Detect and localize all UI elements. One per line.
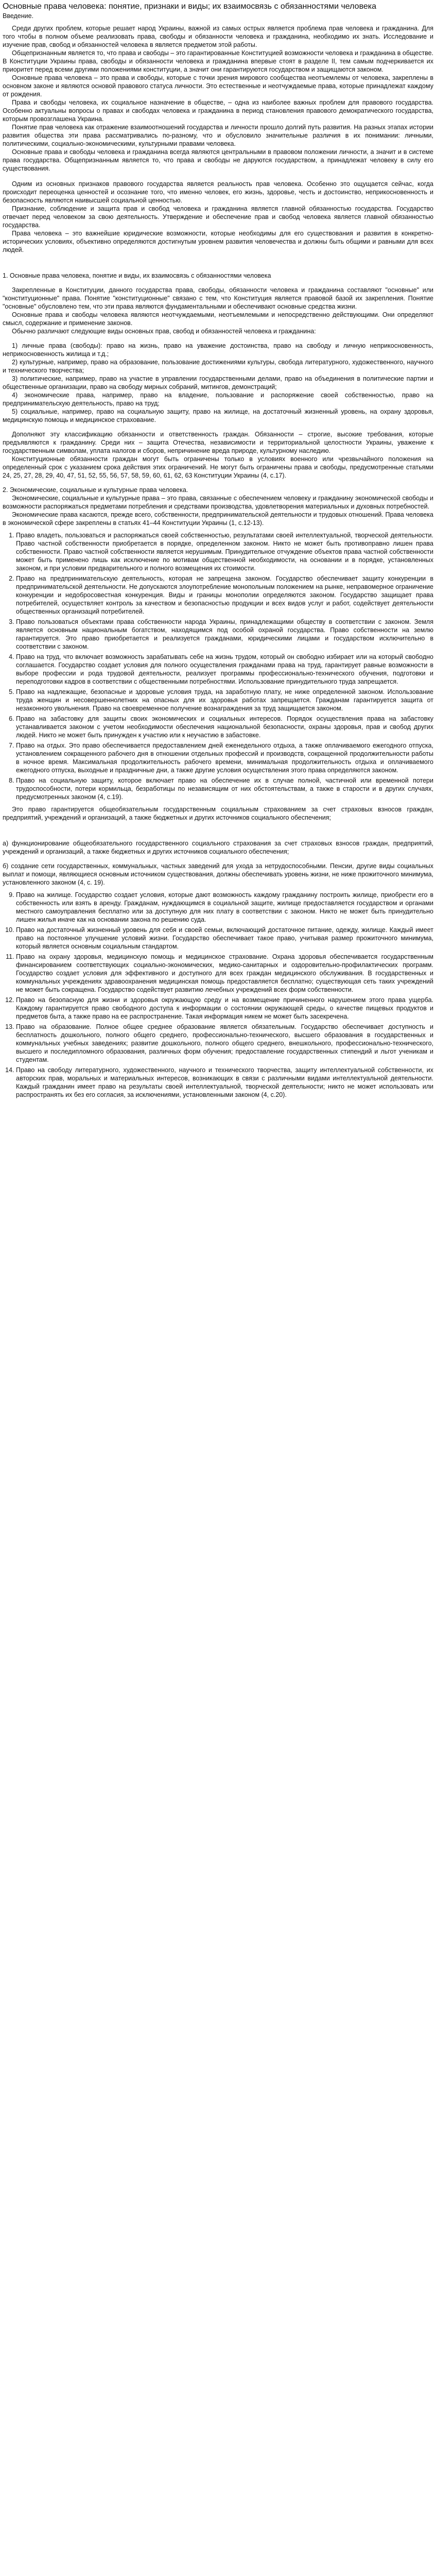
document-subtitle: Введение. <box>3 12 34 20</box>
section-heading: 1. Основные права человека, понятие и виды, их взаимосвязь с обязанностями человека <box>3 272 271 280</box>
social-section <box>3 805 433 887</box>
intro-paragraph: Права и свободы человека, их социальное назначение в обществе, – одна из наиболее важных проблем для правового государства. Особенно актуальны вопросы о правах и свободах человека и гражданина в период становления правового демократического государства, которым провозглашена Украина. <box>3 99 433 123</box>
rights-list-item: 8. Право на социальную защиту, которое включает право на обеспечение их в случае полной, частичной или временной потери трудоспособности, потери кормильца, безработицы по независящим от них обстоятельствам, а также в старости и в других случаях, предусмотренных законом (4, с.19). <box>16 776 433 801</box>
rights-list-item: 5. Право на надлежащие, безопасные и здоровые условия труда, на заработную плату, не ниже определенной законом. Использование труда женщин и несовершеннолетних на опасных для их здоровья работах запрещается. Гражданам гарантируется защита от незаконного увольнения. Право на своевременное получение вознаграждения за труд защищается законом. <box>16 688 433 713</box>
intro-paragraph: Права человека – это важнейшие юридические возможности, которые необходимы для его существования и развития в конкретно-исторических условиях, объективно определяются достигнутым уровнем развития человечества и должны быть общими и равными для всех людей. <box>3 230 433 254</box>
section-paragraph: Закрепленные в Конституции, данного государства права, свободы, обязанности человека и гражданина составляют "основные" или "конституционные" права. Понятие "конституционные" связано с тем, что Конституция является правовой базой их закрепления. Понятие "основные" обусловлено тем, что эти права являются фундаментальными и обеспечивают основные средства жизни. <box>3 286 433 311</box>
document-title: Основные права человека: понятие, признаки и виды; их взаимосвязь с обязанностями человека <box>3 2 377 11</box>
social-item: б) создание сети государственных, коммунальных, частных заведений для ухода за нетрудоспособными. Пенсии, другие виды социальных выплат и помощи, являющиеся основным источником существования, должны обеспечивать уровень жизни, не ниже прожиточного минимума, установленного законом (4, с. 19). <box>3 862 433 887</box>
rights-list-item: 14. Право на свободу литературного, художественного, научного и технического творчества, защиту интеллектуальной собственности, их авторских прав, моральных и материальных интересов, возникающих в связи с различными видами интеллектуальной деятельности. Каждый гражданин имеет право на результаты своей интеллектуальной, творческой деятельности; никто не может использовать или распространять их без его согласия, за исключениями, установленными законом (4, с.20). <box>16 1066 433 1099</box>
intro-paragraph: Понятие прав человека как отражение взаимоотношений государства и личности прошло долгий путь развития. На разных этапах истории развития общества эти права рассматривались по-разному, что и обусловило значительные различия в их понимании: личными, политическими, социально-экономическими, культурными правами человека. <box>3 124 433 148</box>
document-page <box>0 0 436 1113</box>
section-1 <box>3 272 433 527</box>
section-paragraph: Экономические права касаются, прежде всего, собственности, предпринимательской деятельности и трудовых отношений. Права человека в экономической сфере закреплены в статьях 41–44 Конституции Украины (1, с.12-13). <box>3 511 433 527</box>
section-paragraph: Основные права и свободы человека являются неотчуждаемыми, неотъемлемыми и непосредственно действующими. Они определяют смысл, содержание и применение законов. <box>3 311 433 327</box>
rights-list-item: 13. Право на образование. Полное общее среднее образование является обязательным. Государство обеспечивает доступность и бесплатность дошкольного, полного общего среднего, профессионально-технического, высшего образования в государственных и коммунальных учебных заведениях; развитие дошкольного, полного общего среднего, внешкольного, профессионально-технического, высшего и последипломного образования, различных форм обучения; предоставление государственных стипендий и льгот ученикам и студентам. <box>16 1023 433 1064</box>
kind-item: 1) личные права (свободы): право на жизнь, право на уважение достоинства, право на свободу и личную неприкосновенность, неприкосновенность жилища и т.д.; <box>3 342 433 358</box>
section-subheading: 2. Экономические, социальные и культурные права человека. <box>3 486 188 494</box>
rights-list-item: 1. Право владеть, пользоваться и распоряжаться своей собственностью, результатами своей интеллектуальной, творческой деятельности. Право частной собственности приобретается в порядке, определенном законом. Никто не может быть противоправно лишен права собственности. Право частной собственности является нерушимым. Принудительное отчуждение объектов права частной собственности может быть применено лишь как исключение по мотивам общественной необходимости, на основании и в порядке, установленных законом, и при условии предварительного и полного возмещения их стоимости. <box>16 531 433 572</box>
rights-list-item: 7. Право на отдых. Это право обеспечивается предоставлением дней еженедельного отдыха, а также оплачиваемого ежегодного отпуска, установлением сокращенного рабочего дня в отношении отдельных профессий и производств, сокращенной продолжительности работы в ночное время. Максимальная продолжительность рабочего времени, минимальная продолжительность отдыха и оплачиваемого ежегодного отпуска, выходные и праздничные дни, а также другие условия осуществления этого права определяются законом. <box>16 741 433 774</box>
rights-list-2 <box>3 891 433 1099</box>
section-paragraph: Обычно различают следующие виды основных прав, свобод и обязанностей человека и гражданина: <box>12 328 316 335</box>
intro-paragraph: Основные права человека – это права и свободы, которые с точки зрения мирового сообщества неотъемлемы от человека, закреплены в основном законе и являются основой правового статуса личности. Это естественные и неотчуждаемые права, которые принадлежат каждому от рождения. <box>3 74 433 98</box>
intro-section <box>3 24 433 173</box>
rights-list-item: 2. Право на предпринимательскую деятельность, которая не запрещена законом. Государство обеспечивает защиту конкуренции в предпринимательской деятельности. Не допускаются злоупотребление монопольным положением на рынке, неправомерное ограничение конкуренции и недобросовестная конкуренция. Виды и границы монополии определяются законом. Государство защищает права потребителей, осуществляет контроль за качеством и безопасностью продукции и всех видов услуг и работ, содействует деятельности общественных организаций потребителей. <box>16 574 433 616</box>
kind-item: 5) социальные, например, право на социальную защиту, право на жилище, на достаточный жизненный уровень, на охрану здоровья, медицинскую помощь и медицинское страхование. <box>3 408 433 424</box>
rights-list-item: 9. Право на жилище. Государство создает условия, которые дают возможность каждому гражданину построить жилище, приобрести его в собственность или взять в аренду. Гражданам, нуждающимся в социальной защите, жилище предоставляется государством и органами местного самоуправления бесплатно или за доступную для них плату в соответствии с законом. Никто не может быть принудительно лишен жилья иначе как на основании закона по решению суда. <box>16 891 433 924</box>
rights-list <box>3 531 433 801</box>
intro-paragraph: Общепризнанным является то, что права и свободы – это гарантированные Конституцией возможности человека и гражданина в обществе. В Конституции Украины права, свободы и обязанности человека и гражданина впервые стоят в разделе II, тем самым подчеркивается их приоритет перед всеми другими положениями конституции, а значит они гарантируются государством и защищаются законом. <box>3 49 434 74</box>
intro-paragraph: Признание, соблюдение и защита прав и свобод человека и гражданина является главной обязанностью государства. Государство отвечает перед человеком за свою деятельность. Утверждение и обеспечение прав и свобод человека является главной обязанностью государства. <box>3 205 433 229</box>
kind-item: 3) политические, например, право на участие в управлении государственными делами, право на объединения в политические партии и общественные организации, право на свободу мирных собраний, митингов, демонстраций; <box>3 375 433 391</box>
intro-section-2 <box>3 180 433 254</box>
section-paragraph: Дополняют эту классификацию обязанности и ответственность граждан. Обязанности – строгие, высокие требования, которые предъявляются к гражданину. Среди них – защита Отечества, независимости и территориальной целостности Украины, уважение к государственным символам, уплата налогов и сборов, непричинение вреда природе, культурному наследию. <box>3 431 433 455</box>
intro-paragraph: Одним из основных признаков правового государства является реальность прав человека. Особенно это ощущается сейчас, когда происходит переоценка ценностей и осознание того, что именно человек, его жизнь, здоровье, честь и достоинство, неприкосновенность и безопасность являются наивысшей социальной ценностью. <box>3 180 433 205</box>
kind-item: 4) экономические права, например, право на владение, пользование и распоряжение своей собственностью, право на предпринимательскую деятельность, право на труд; <box>3 392 433 408</box>
rights-list-item: 3. Право пользоваться объектами права собственности народа Украины, принадлежащими обществу в соответствии с законом. Земля является основным национальным богатством, находящимся под особой охраной государства. Право собственности на землю гарантируется. Это право приобретается и реализуется гражданами, юридическими лицами и государством исключительно в соответствии с законом. <box>16 618 433 651</box>
kind-item: 2) культурные, например, право на образование, пользование достижениями культуры, свобода литературного, художественного, научного и технического творчества; <box>3 359 433 375</box>
intro-paragraph: Основные права и свободы человека и гражданина всегда являются центральными в правовом положении личности, а значит и в системе права государства. Общепризнанным является то, что права и свободы не даруются государством, а принадлежат человеку в силу его существования. <box>3 148 433 173</box>
section-paragraph: Конституционные обязанности граждан могут быть ограничены только в условиях военного или чрезвычайного положения на определенный срок с указанием срока действия этих ограничений. Не могут быть ограничены права и свободы, предусмотренные статьями 24, 25, 27, 28, 29, 40, 47, 51, 52, 55, 56, 57, 58, 59, 60, 61, 62, 63 Конституции Украины (4, с.17). <box>3 455 433 480</box>
intro-paragraph: Среди других проблем, которые решает народ Украины, важной из самых острых является проблема прав человека и гражданина. Для того чтобы в полном объеме реализовать права, свободы и обязанности человека и гражданина, необходимо их знать. Исследование и изучение прав, свобод и обязанностей человека в является предметом этой работы. <box>3 25 433 49</box>
section-paragraph: Экономические, социальные и культурные права – это права, связанные с обеспечением человеку и гражданину экономической свободы и возможности распоряжаться предметами потребления и средствами производства, удовлетворения материальных и духовных потребностей. <box>3 495 433 511</box>
social-item: а) функционирование общеобязательного государственного социального страхования за счет страховых взносов граждан, предприятий, учреждений и организаций, а также бюджетных и других источников социального обеспечения; <box>3 840 433 856</box>
rights-list-item: 10. Право на достаточный жизненный уровень для себя и своей семьи, включающий достаточное питание, одежду, жилище. Каждый имеет право на постоянное улучшение условий жизни. Государство обеспечивает такое право, учитывая размер прожиточного минимума, который является основным социальным стандартом. <box>16 926 433 951</box>
rights-list-item: 6. Право на забастовку для защиты своих экономических и социальных интересов. Порядок осуществления права на забастовку устанавливается законом с учетом необходимости обеспечения национальной безопасности, охраны здоровья, прав и свобод других людей. Никто не может быть принужден к участию или к неучастию в забастовке. <box>16 715 433 739</box>
rights-list-item: 4. Право на труд, что включает возможность зарабатывать себе на жизнь трудом, который он свободно избирает или на который свободно соглашается. Государство создает условия для полного осуществления гражданами права на труд, гарантирует равные возможности в выборе профессии и рода трудовой деятельности, реализует программы профессионально-технического обучения, подготовки и переподготовки кадров в соответствии с общественными потребностями. Использование принудительного труда запрещается. <box>16 653 433 686</box>
rights-list-item: 12. Право на безопасную для жизни и здоровья окружающую среду и на возмещение причиненного нарушением этого права ущерба. Каждому гарантируется право свободного доступа к информации о состоянии окружающей среды, о качестве пищевых продуктов и предметов быта, а также право на ее распространение. Такая информация никем не может быть засекречена. <box>16 996 433 1021</box>
rights-list-item: 11. Право на охрану здоровья, медицинскую помощь и медицинское страхование. Охрана здоровья обеспечивается государственным финансированием соответствующих социально-экономических, медико-санитарных и оздоровительно-профилактических программ. Государство создает условия для эффективного и доступного для всех граждан медицинского обслуживания. В государственных и коммунальных учреждениях здравоохранения медицинская помощь предоставляется бесплатно; существующая сеть таких учреждений не может быть сокращена. Государство содействует развитию лечебных учреждений всех форм собственности. <box>16 953 433 994</box>
social-paragraph: Это право гарантируется общеобязательным государственным социальным страхованием за счет страховых взносов граждан, предприятий, учреждений и организаций, а также бюджетных и других источников социального обеспечения; <box>3 806 433 822</box>
